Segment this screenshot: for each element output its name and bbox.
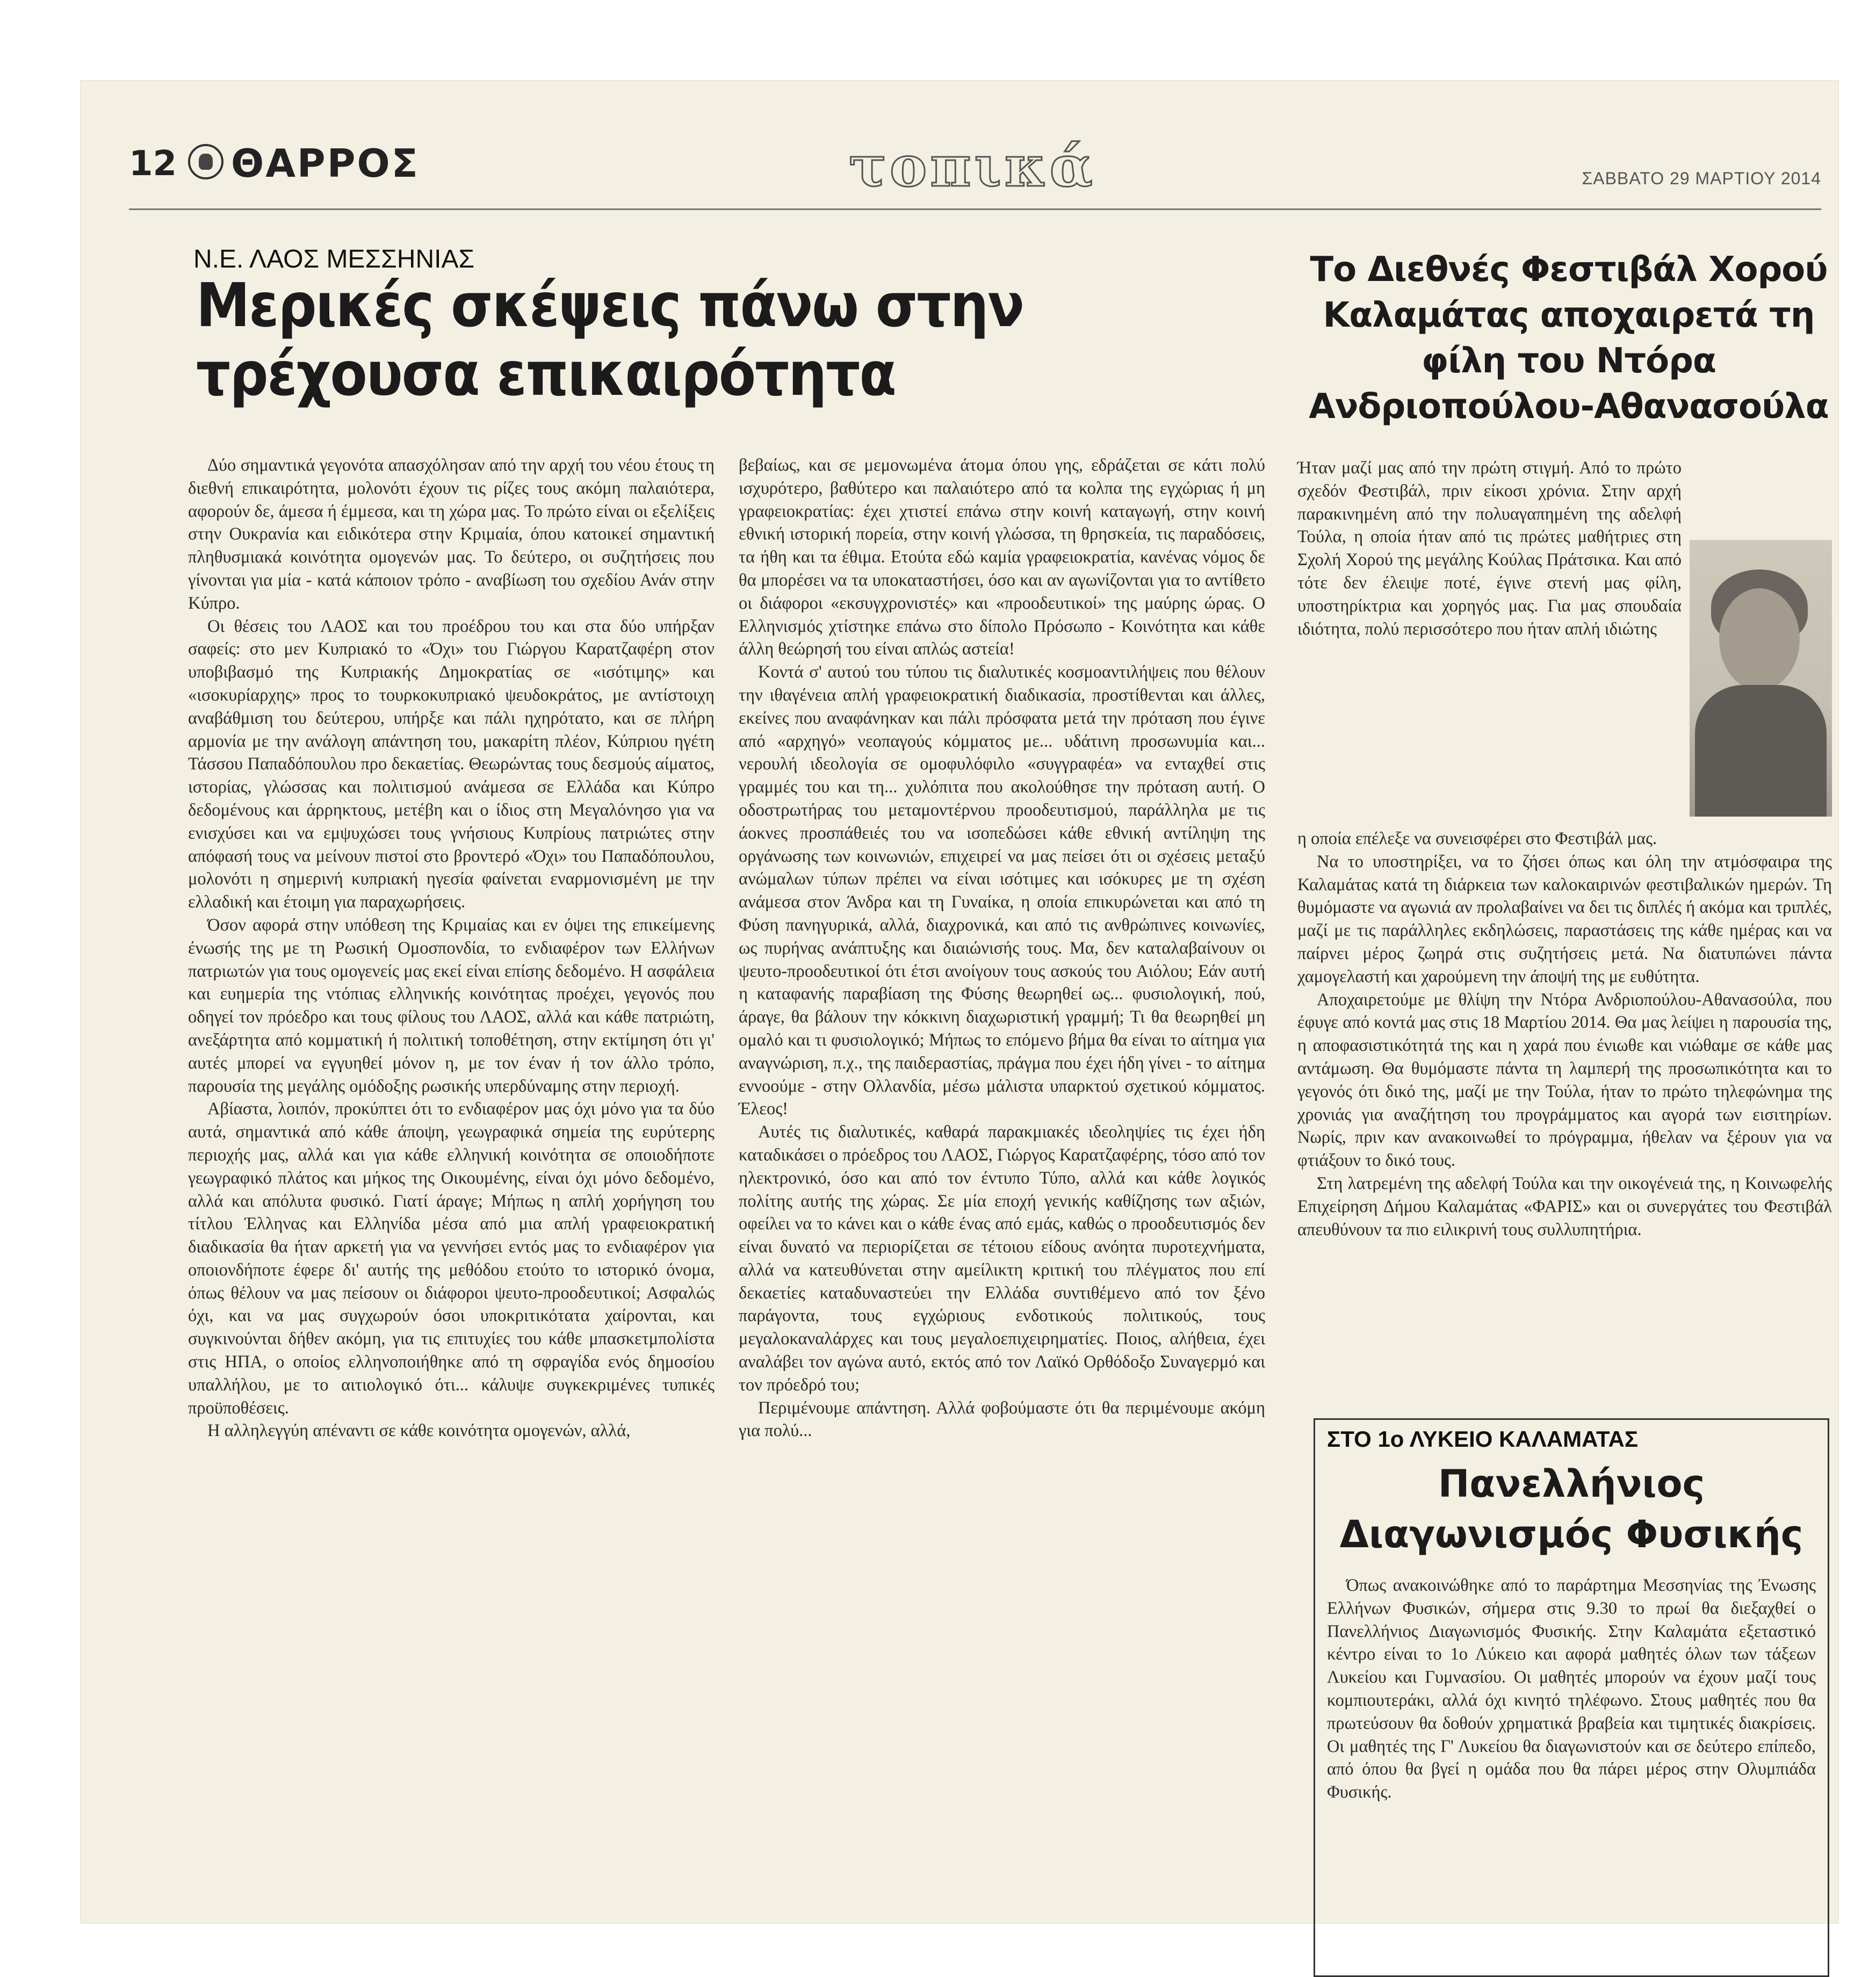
main-article-paragraph: Όσον αφορά στην υπόθεση της Κριμαίας και εν όψει της επικείμενης ένωσής της με τη Ρωσική Ομοσπονδία, το ενδιαφέρον των Ελλήνων πατριωτών για τους ομογενείς μας εκεί είναι επίσης δεδομένο. Η ασφάλεια και ευημερία της ντόπιας ελληνικής κοινότητας προέχει, γεγονός που οδηγεί τον πρόεδρο και τους φίλους του ΛΑΟΣ, αλλά και κάθε πατριώτη, ανεξάρτητα από κομματική ή πολιτική τοποθέτηση, στην εκτίμηση ότι γι' αυτές μπορεί να εγγυηθεί μόνον η, με τον έναν ή τον άλλο τρόπο, παρουσία της μεγάλης ομόδοξης ρωσικής υπερδύναμης στην περιοχή.: [188, 915, 715, 1096]
photo-body: [1695, 685, 1827, 817]
side-article-title: Το Διεθνές Φεστιβάλ Χορού Καλαμάτας αποχαιρετά τη φίλη του Ντόρα Ανδριοπούλου-Αθανασούλα: [1309, 250, 1829, 427]
side-article-paragraph: Αποχαιρετούμε με θλίψη την Ντόρα Ανδριοπούλου-Αθανασούλα, που έφυγε από κοντά μας στις 18 Μαρτίου 2014. Θα μας λείψει η παρουσία της, η αποφασιστικότητά της και η χαρά που ένιωθε και νιώθαμε σε κάθε μας αντάμωση. Θα θυμόμαστε πάντα τη λαμπερή της προσωπικότητα και το γεγονός ότι δικό της, μαζί με την Τούλα, ήταν το πρώτο τηλεφώνημα της χρονιάς για αναζήτηση του προγράμματος και αγορά των εισιτηρίων. Νωρίς, πριν καν ανακοινωθεί το πρόγραμμα, ήθελαν να ξέρουν για να φτιάξουν το δικό τους.: [1297, 990, 1832, 1171]
main-article-paragraph: Δύο σημαντικά γεγονότα απασχόλησαν από την αρχή του νέου έτους τη διεθνή επικαιρότητα, μολονότι έχουν τις ρίζες τους ακόμη παλαιότερα, αφορούν δε, άμεσα ή έμμεσα, και τη χώρα μας. Το πρώτο είναι οι εξελίξεις στην Ουκρανία και ειδικότερα στην Κριμαία, όπου κατοικεί σημαντική πληθυσμιακά κοινότητα ομογενών μας. Το δεύτερο, οι συζητήσεις που γίνονται για μία - κατά κάποιον τρόπο - αναβίωση του σχεδίου Ανάν στην Κύπρο.: [188, 456, 715, 613]
box-paragraph: Όπως ανακοινώθηκε από το παράρτημα Μεσσηνίας της Ένωσης Ελλήνων Φυσικών, σήμερα στις 9.30 το πρωί θα διεξαχθεί ο Πανελλήνιος Διαγωνισμός Φυσικής. Στην Καλαμάτα εξεταστικό κέντρο είναι το 1ο Λύκειο και αφορά μαθητές όλων των τάξεων Λυκείου και Γυμνασίου. Οι μαθητές μπορούν να έχουν μαζί τους κομπιουτεράκι, αλλά όχι κινητό τηλέφωνο. Στους μαθητές που θα πρωτεύσουν θα δοθούν χρηματικά βραβεία και τιμητικές διακρίσεις. Οι μαθητές της Γ' Λυκείου θα διαγωνιστούν και σε δεύτερο επίπεδο, από όπου θα βγεί η ομάδα που θα πάρει μέρος στην Ολυμπιάδα Φυσικής.: [1327, 1576, 1816, 1802]
section-title: τοπικά: [849, 133, 1096, 199]
masthead: [129, 133, 1821, 204]
masthead-rule: [129, 208, 1821, 210]
side-article-paragraph: Ήταν μαζί μας από την πρώτη στιγμή. Από το πρώτο σχεδόν Φεστιβάλ, πριν είκοσι χρόνια. Στην αρχή παρακινημένη από την πολυαγαπημένη της αδελφή Τούλα, η οποία ήταν από τις πρώτες μαθήτριες στη Σχολή Χορού της μεγάλης Κούλας Πράτσικα. Και από τότε δεν έλειψε ποτέ, έγινε στενή μας φίλη, υποστηρίκτρια και χορηγός μας. Για μας σπουδαία ιδιότητα, πολύ περισσότερο που ήταν απλή ιδιώτης: [1297, 458, 1682, 639]
main-article-paragraph: Η αλληλεγγύη απέναντι σε κάθε κοινότητα ομογενών, αλλά,: [207, 1421, 631, 1441]
main-article-paragraph: Κοντά σ' αυτού του τύπου τις διαλυτικές κοσμοαντιλήψεις που θέλουν την ιθαγένεια απλή γραφειοκρατική διαδικασία, προστίθενται και άλλες, εκείνες που αναφάνηκαν και πάλι πρόσφατα μετά την πρόταση που έγινε από «αρχηγό» νεοπαγούς κόμματος με... υδάτινη προσωνυμία και... νερουλή ιδεολογία σε ομοφυλόφιλο «συγγραφέα» να ενταχθεί στις γραμμές του και τη... χυλόπιτα που ακολούθησε την πρόταση αυτή. Ο οδοστρωτήρας του μεταμοντέρνου προοδευτισμού, παράλληλα με τις άοκνες προσπάθειές του να ισοπεδώσει κάθε εθνική αντίληψη της οργάνωσης των κοινωνιών, επιχειρεί να μας πείσει ότι οι σχέσεις μεταξύ ανώμαλων τύπων πρέπει να είναι ισότιμες και ισόκυρες με τη σχέση ανάμεσα στον Άνδρα και τη Γυναίκα, η οποία επικυρώνεται και από τη Φύση πανηγυρικά, αλλά, διαχρονικά, και από τις ανθρώπινες κοινωνίες, ως πυρήνας ανάπτυξης και διαιώνισής τους. Μα, δεν καταλαβαίνουν οι ψευτο-προοδευτικοί ότι έτσι ανοίγουν τους ασκούς του Αιόλου; Εάν αυτή η καταφανής παραβίαση της Φύσης θεωρηθεί ως... φυσιολογική, πού, άραγε, θα βάλουν την κόκκινη διαχωριστική γραμμή; Τι θα θεωρηθεί μη ομαλό και τι φυσιολογικό; Μήπως το επόμενο βήμα θα είναι το αίτημα για αναγνώριση, π.χ., της παιδεραστίας, πράγμα που έχει ήδη γίνει - το αίτημα εννοούμε - στην Ολλανδία, μέσω μάλιστα υπαρκτού σχετικού κόμματος. Έλεος!: [739, 662, 1265, 1119]
issue-date: ΣΑΒΒΑΤΟ 29 ΜΑΡΤΙΟΥ 2014: [1582, 169, 1821, 188]
main-article-title: Μερικές σκέψεις πάνω στην τρέχουσα επικαιρότητα: [196, 271, 1024, 409]
portrait-photo: [1690, 540, 1832, 817]
main-article-column-2: [739, 454, 1265, 1442]
side-article-paragraph: η οποία επέλεξε να συνεισφέρει στο Φεστιβάλ μας.: [1297, 829, 1657, 848]
side-article-paragraph: Στη λατρεμένη της αδελφή Τούλα και την οικογένειά της, η Κοινωφελής Επιχείρηση Δήμου Καλαμάτας «ΦΑΡΙΣ» και οι συνεργάτες του Φεστιβάλ απευθύνουν τα πιο ειλικρινή τους συλλυπητήρια.: [1297, 1173, 1832, 1239]
main-article-paragraph: Περιμένουμε απάντηση. Αλλά φοβούμαστε ότι θα περιμένουμε ακόμη για πολύ...: [739, 1398, 1265, 1441]
box-title: Πανελλήνιος Διαγωνισμός Φυσικής: [1339, 1462, 1803, 1556]
publication-name: ΘΑΡΡΟΣ: [231, 141, 420, 186]
side-article-intro: [1297, 457, 1682, 640]
main-article-paragraph: Αβίαστα, λοιπόν, προκύπτει ότι το ενδιαφέρον μας όχι μόνο για τα δύο αυτά, σημαντικά από κάθε άποψη, γεωγραφικά σημεία της ευρύτερης περιοχής μας, αλλά και για κάθε ελληνική κοινότητα σε οποιοδήποτε γεωγραφικό πλάτος και μήκος της Οικουμένης, είναι όχι μόνο δεδομένο, αλλά και απόλυτα φυσικό. Γιατί άραγε; Μήπως η απλή χορήγηση του τίτλου Έλληνας και Ελληνίδα μέσα από μια απλή γραφειοκρατική διαδικασία θα ήταν αρκετή για να γεννήσει εντός μας το ενδιαφέρον για οποιονδήποτε έφερε δι' αυτής της μεθόδου ετούτο το ιστορικό όνομα, όπως θέλουν να μας πείσουν οι διάφοροι ψευτο-προοδευτικοί; Ασφαλώς όχι, και να μας συγχωρούν όσοι υποκριτικότατα χαίρονται, και συγκινούνται δήθεν ακόμη, για τις επιτυχίες του κάθε μπασκετμπολίστα στις ΗΠΑ, ο οποίος ελληνοποιήθηκε από τη σφραγίδα ενός δημοσίου υπαλλήλου, με το αιτιολογικό ότι... κάλυψε συγκεκριμένες τυπικές προϋποθέσεις.: [188, 1099, 715, 1418]
box-body: [1327, 1574, 1816, 1804]
main-article-paragraph: βεβαίως, και σε μεμονωμένα άτομα όπου γης, εδράζεται σε κάτι πολύ ισχυρότερο, βαθύτερο και παλαιότερο από τα κολπα της εγχώριας ή μη γραφειοκρατίας: έχει χτιστεί επάνω στην κοινή καταγωγή, στην κοινή εθνική ιστορική πορεία, στην κοινή γλώσσα, τη θρησκεία, τις παραδόσεις, τα ήθη και τα έθιμα. Ετούτα εδώ καμία γραφειοκρατία, κανένας νόμος δε θα μπορέσει να τα υποκαταστήσει, όσο και αν αγωνίζονται για το αντίθετο οι διάφοροι «εκσυγχρονιστές» και «προοδευτικοί» της μαύρης ώρας. Ο Ελληνισμός χτίστηκε επάνω στο δίπολο Πρόσωπο - Κοινότητα και κάθε άλλη θεώρησή του είναι απλώς αστεία!: [739, 456, 1265, 659]
newspaper-page: [81, 81, 1838, 1923]
side-article-body: [1297, 827, 1832, 1241]
main-article-column-1: [188, 454, 715, 1442]
side-article-paragraph: Να το υποστηρίξει, να το ζήσει όπως και όλη την ατμόσφαιρα της Καλαμάτας κατά τη διάρκεια των καλοκαιρινών φεστιβαλικών ημερών. Τη θυμόμαστε να αγωνιά αν προλαβαίνει να δει τις διπλές ή ακόμα και τριπλές, μαζί με τις παράλληλες εκδηλώσεις, παραστάσεις της κάθε ημέρας και να παίρνει μέρος ζωηρά στις συζητήσεις μετά. Να διατυπώνει πάντα χαμογελαστή και χαρούμενη την άποψή της με ευθύτητα.: [1297, 852, 1832, 986]
main-article-paragraph: Αυτές τις διαλυτικές, καθαρά παρακμιακές ιδεοληψίες τις έχει ήδη καταδικάσει ο πρόεδρος του ΛΑΟΣ, Γιώργος Καρατζαφέρης, τόσο από τον ηλεκτρονικό, όσο και από τον έντυπο Τύπο, αλλά και κάθε λογικός πολίτης αυτής της χώρας. Σε μία εποχή γενικής καθίζησης των αξιών, οφείλει να το κάνει και ο κάθε ένας από εμάς, καθώς ο προοδευτισμός δεν είναι δυνατό να περιορίζεται σε τέτοιου είδους ανόητα πυροτεχνήματα, αλλά να κατευθύνεται στην αμείλικτη κριτική του πλέγματος που επί δεκαετίες καταδυναστεύει την Ελλάδα συντιθέμενο από τον ξένο παράγοντα, τους εγχώριους ενδοτικούς πολιτικούς, τους μεγαλοκαναλάρχες και τους μεγαλοεπιχειρηματίες. Ποιος, αλήθεια, έχει αναλάβει τον αγώνα αυτό, εκτός από τον Λαϊκό Ορθόδοξο Συναγερμό και τον πρόεδρό του;: [739, 1122, 1265, 1395]
main-article-kicker: Ν.Ε. ΛΑΟΣ ΜΕΣΣΗΝΙΑΣ: [193, 245, 475, 273]
main-article-paragraph: Οι θέσεις του ΛΑΟΣ και του προέδρου του και στα δύο υπήρξαν σαφείς: στο μεν Κυπριακό το «Όχι» του Γιώργου Καρατζαφέρη στον υποβιβασμό της Κυπριακής Δημοκρατίας σε «ισότιμης» και «ισοκυρίαρχης» προς το τουρκοκυπριακό ψευδοκράτος, με αντίστοιχη αναβάθμιση του δεύτερου, υπήρξε και πάλι ηχηρότατο, και σε πλήρη αρμονία με την ανάλογη απάντηση του, μακαρίτη πλέον, Κύπριου ηγέτη Τάσσου Παπαδόπουλου προ δεκαετίας. Θεωρώντας τους δεσμούς αίματος, ιστορίας, γλώσσας και πολιτισμού ανάμεσα σε Ελλάδα και Κύπρο δεδομένους και άρρηκτους, μετέβη και ο ίδιος στη Μεγαλόνησο για να ενισχύσει και να εμψυχώσει τους γνήσιους Κυπρίους πατριώτες στην απόφασή τους να μείνουν πιστοί στο βροντερό «Όχι» του Παπαδόπουλου, μολονότι η σημερινή κυπριακή ηγεσία φαίνεται εναρμονισμένη με την ελλαδική και έτοιμη για παραχωρήσεις.: [188, 616, 715, 912]
box-kicker: ΣΤΟ 1ο ΛΥΚΕΙΟ ΚΑΛΑΜΑΤΑΣ: [1327, 1426, 1639, 1452]
page-number: 12: [129, 144, 177, 184]
newspaper-logo-icon: [188, 144, 223, 179]
photo-face: [1719, 588, 1800, 690]
